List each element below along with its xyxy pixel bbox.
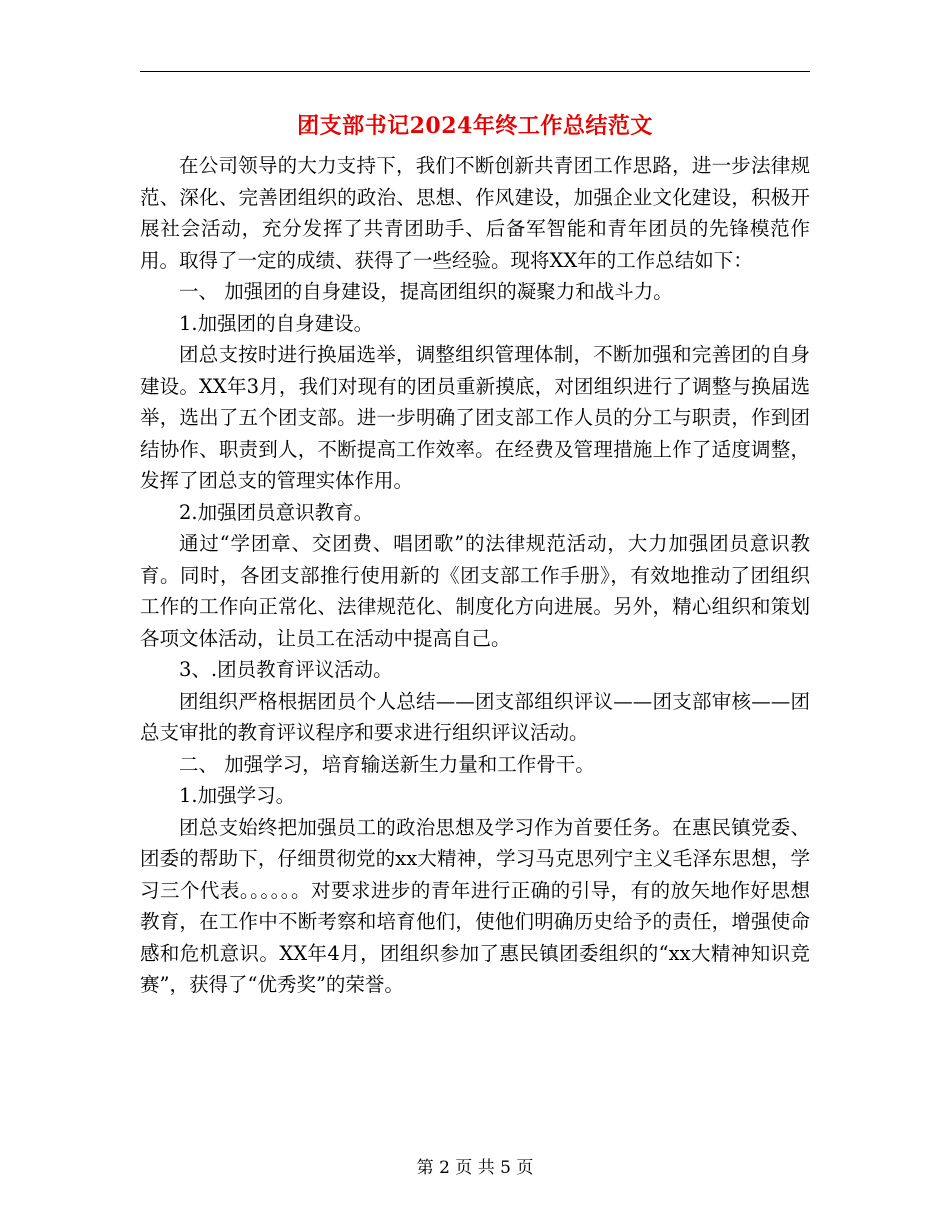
subsection-heading-2-1: 1.加强学习。 [179,784,296,807]
document-title: 团支部书记2024年终工作总结范文 [297,113,653,139]
paragraph-1-3: 团组织严格根据团员个人总结——团支部组织评议——团支部审核——团总支审批的教育评议程序和要求进行组织评议活动。 [140,689,810,744]
subsection-heading-1-3: 3、.团员教育评议活动。 [179,658,393,681]
paragraph-1-2: 通过“学团章、交团费、唱团歌”的法律规范活动，大力加强团员意识教育。同时，各团支部推行使用新的《团支部工作手册》，有效地推动了团组织工作的工作向正常化、法律规范化、制度化方向进展。另外，精心组织和策划各项文体活动，让员工在活动中提高自己。 [140,532,810,650]
paragraph-1-1: 团总支按时进行换届选举，调整组织管理体制，不断加强和完善团的自身建设。XX年3月，我们对现有的团员重新摸底，对团组织进行了调整与换届选举，选出了五个团支部。进一步明确了团支部工作人员的分工与职责，作到团结协作、职责到人，不断提高工作效率。在经费及管理措施上作了适度调整，发挥了团总支的管理实体作用。 [140,343,810,492]
header-rule [140,71,810,72]
section-heading-1: 一、 加强团的自身建设，提高团组织的凝聚力和战斗力。 [179,280,673,303]
subsection-heading-1-2: 2.加强团员意识教育。 [179,500,374,524]
subsection-heading-1-1: 1.加强团的自身建设。 [179,311,374,335]
page-number: 第 2 页 共 5 页 [416,1158,534,1178]
section-heading-2: 二、 加强学习，培育输送新生力量和工作骨干。 [179,752,595,776]
paragraph-intro: 在公司领导的大力支持下，我们不断创新共青团工作思路，进一步法律规范、深化、完善团组织的政治、思想、作风建设，加强企业文化建设，积极开展社会活动，充分发挥了共青团助手、后备军智能和青年团员的先锋模范作用。取得了一定的成绩、获得了一些经验。现将XX年的工作总结如下： [140,154,810,272]
document-body [140,150,810,1001]
paragraph-2-1: 团总支始终把加强员工的政治思想及学习作为首要任务。在惠民镇党委、团委的帮助下，仔细贯彻党的xx大精神，学习马克思列宁主义毛泽东思想，学习三个代表。。。。。。对要求进步的青年进行正确的引导，有的放矢地作好思想教育，在工作中不断考察和培育他们，使他们明确历史给予的责任，增强使命感和危机意识。XX年4月，团组织参加了惠民镇团委组织的“xx大精神知识竞赛”，获得了“优秀奖”的荣誉。 [140,815,810,996]
